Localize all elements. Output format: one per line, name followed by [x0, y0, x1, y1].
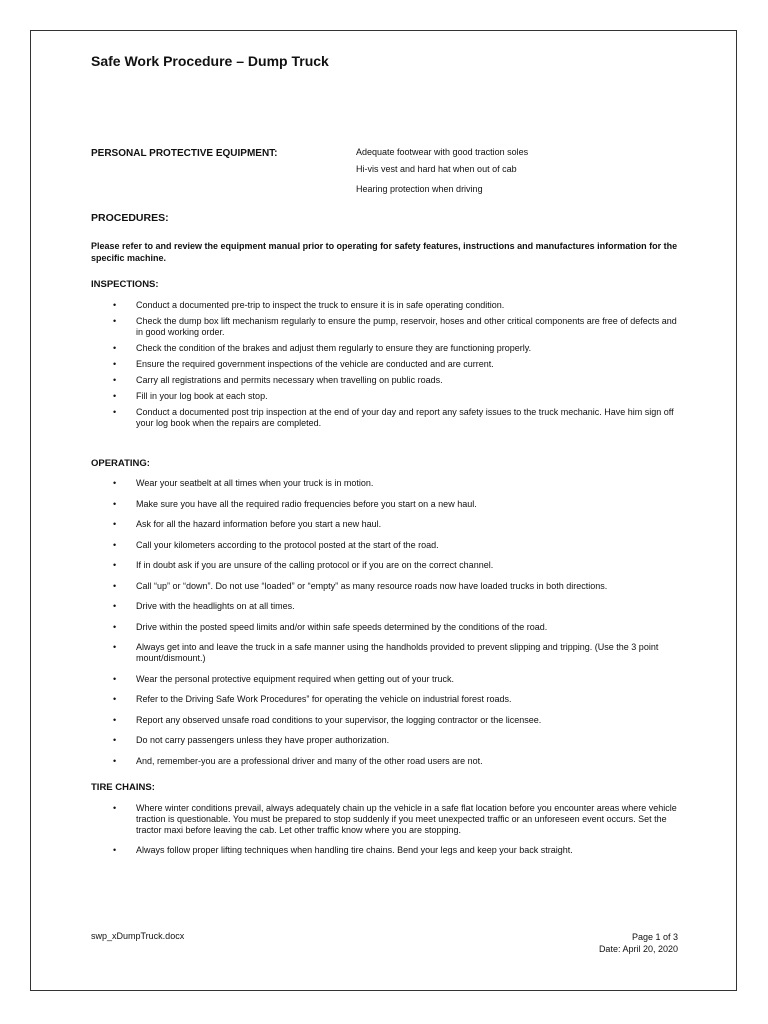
list-item: • Drive with the headlights on at all times.: [91, 601, 681, 612]
list-item: • Conduct a documented pre-trip to inspect the truck to ensure it is in safe operating condition.: [91, 300, 681, 311]
list-item: • Carry all registrations and permits necessary when travelling on public roads.: [91, 375, 681, 386]
list-item: • Report any observed unsafe road conditions to your supervisor, the logging contractor or the licensee.: [91, 715, 681, 726]
list-item: • Check the condition of the brakes and adjust them regularly to ensure they are functioning properly.: [91, 343, 681, 354]
footer-filename: swp_xDumpTruck.docx: [91, 931, 185, 941]
ppe-item: Hi-vis vest and hard hat when out of cab: [356, 164, 517, 174]
ppe-label: PERSONAL PROTECTIVE EQUIPMENT:: [91, 148, 278, 159]
intro-paragraph: Please refer to and review the equipment manual prior to operating for safety features, instructions and manufactures information for the specific machine.: [91, 241, 678, 263]
list-item: • Wear your seatbelt at all times when your truck is in motion.: [91, 478, 681, 489]
inspections-heading: INSPECTIONS:: [91, 279, 159, 290]
list-item: • Ensure the required government inspections of the vehicle are conducted and are current.: [91, 359, 681, 370]
list-item: • Always get into and leave the truck in a safe manner using the handholds provided to prevent slipping and tripping. (Use the 3 point mount/dismount.): [91, 642, 681, 664]
operating-list: [91, 478, 681, 776]
list-item: • And, remember-you are a professional driver and many of the other road users are not.: [91, 756, 681, 767]
inspections-list: [91, 300, 681, 434]
list-item: • Refer to the Driving Safe Work Procedures” for operating the vehicle on industrial forest roads.: [91, 694, 681, 705]
list-item: • Fill in your log book at each stop.: [91, 391, 681, 402]
list-item: • Check the dump box lift mechanism regularly to ensure the pump, reservoir, hoses and other critical components are free of defects and in good working order.: [91, 316, 681, 338]
list-item: • Call your kilometers according to the protocol posted at the start of the road.: [91, 540, 681, 551]
procedures-heading: PROCEDURES:: [91, 212, 169, 224]
footer-page-info: [520, 931, 678, 955]
list-item: • Wear the personal protective equipment required when getting out of your truck.: [91, 674, 681, 685]
ppe-item: Adequate footwear with good traction soles: [356, 147, 529, 157]
list-item: • Conduct a documented post trip inspection at the end of your day and report any safety issues to the truck mechanic. Have him sign off your log book when the repairs are completed.: [91, 407, 681, 429]
list-item: • If in doubt ask if you are unsure of the calling protocol or if you are on the correct channel.: [91, 560, 681, 571]
list-item: • Ask for all the hazard information before you start a new haul.: [91, 519, 681, 530]
document-title: Safe Work Procedure – Dump Truck: [91, 53, 329, 69]
ppe-item: Hearing protection when driving: [356, 184, 483, 194]
list-item: • Do not carry passengers unless they have proper authorization.: [91, 735, 681, 746]
ppe-list: [356, 148, 528, 202]
footer-page-number: Page 1 of 3: [631, 932, 678, 942]
tire-chains-heading: TIRE CHAINS:: [91, 782, 155, 793]
list-item: • Drive within the posted speed limits and/or within safe speeds determined by the conditions of the road.: [91, 622, 681, 633]
operating-heading: OPERATING:: [91, 458, 150, 469]
footer-date: Date: April 20, 2020: [598, 944, 678, 954]
list-item: • Call “up” or “down”. Do not use “loaded” or “empty” as many resource roads now have loaded trucks in both directions.: [91, 581, 681, 592]
list-item: • Always follow proper lifting techniques when handling tire chains. Bend your legs and keep your back straight.: [91, 845, 681, 856]
list-item: • Where winter conditions prevail, always adequately chain up the vehicle in a safe flat location before you encounter areas where vehicle traction is questionable. You must be prepared to stop suddenly if you meet unexpected traffic or an unforeseen event occurs. Set the tractor maxi before leaving the cab. Let other traffic know where you are stopping.: [91, 803, 681, 836]
tire-chains-list: [91, 803, 681, 865]
list-item: • Make sure you have all the required radio frequencies before you start on a new haul.: [91, 499, 681, 510]
